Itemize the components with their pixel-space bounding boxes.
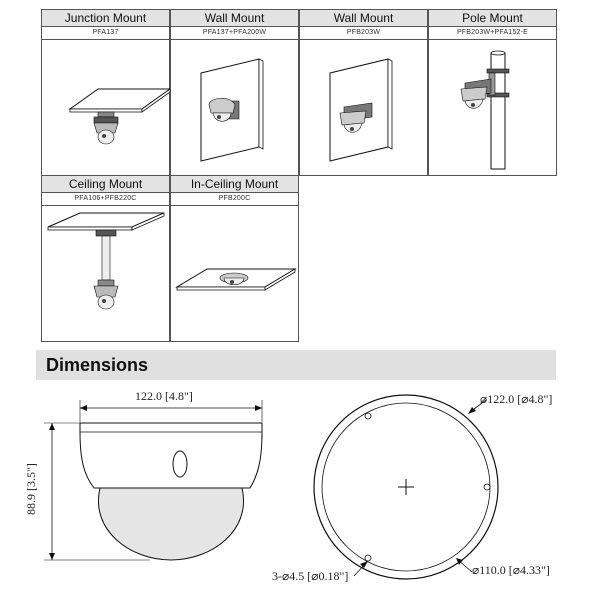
wall-mount-illustration [171, 39, 300, 175]
mount-cell-ceiling [41, 175, 170, 342]
side-view [80, 423, 262, 560]
ceiling-mount-illustration [42, 205, 171, 341]
mount-model: PFA137 [42, 27, 169, 40]
mount-model: PFA106+PFB220C [42, 193, 169, 206]
mount-cell-in-ceiling [170, 175, 299, 342]
mount-model: PFA137+PFA200W [171, 27, 298, 40]
mount-model: PFB203W [300, 27, 427, 40]
wall-mount-illustration [300, 39, 429, 175]
top-view [314, 395, 498, 579]
outer-diameter-label: ⌀122.0 [⌀4.8"] [480, 392, 553, 406]
hole-diameter-label: 3-⌀4.5 [⌀0.18"] [272, 569, 349, 583]
in-ceiling-mount-illustration [171, 205, 300, 341]
mount-title: Junction Mount [42, 10, 169, 27]
mount-cell-pole [428, 9, 557, 176]
width-dimension-label: 122.0 [4.8"] [135, 389, 193, 403]
mount-title: Pole Mount [429, 10, 556, 27]
mount-model: PFB200C [171, 193, 298, 206]
junction-mount-illustration [42, 39, 171, 175]
mount-cell-junction [41, 9, 170, 176]
dimensions-heading: Dimensions [46, 355, 149, 375]
mount-title: Wall Mount [300, 10, 427, 27]
inner-diameter-label: ⌀110.0 [⌀4.33"] [472, 563, 550, 577]
mount-title: In-Ceiling Mount [171, 176, 298, 193]
mount-title: Ceiling Mount [42, 176, 169, 193]
mount-model: PFB203W+PFA152-E [429, 27, 556, 40]
mount-cell-wall-2 [299, 9, 428, 176]
mount-cell-wall-1 [170, 9, 299, 176]
dimensions-header [36, 350, 556, 380]
mount-title: Wall Mount [171, 10, 298, 27]
height-dimension-label: 88.9 [3.5"] [24, 463, 38, 515]
pole-mount-illustration [429, 39, 558, 175]
